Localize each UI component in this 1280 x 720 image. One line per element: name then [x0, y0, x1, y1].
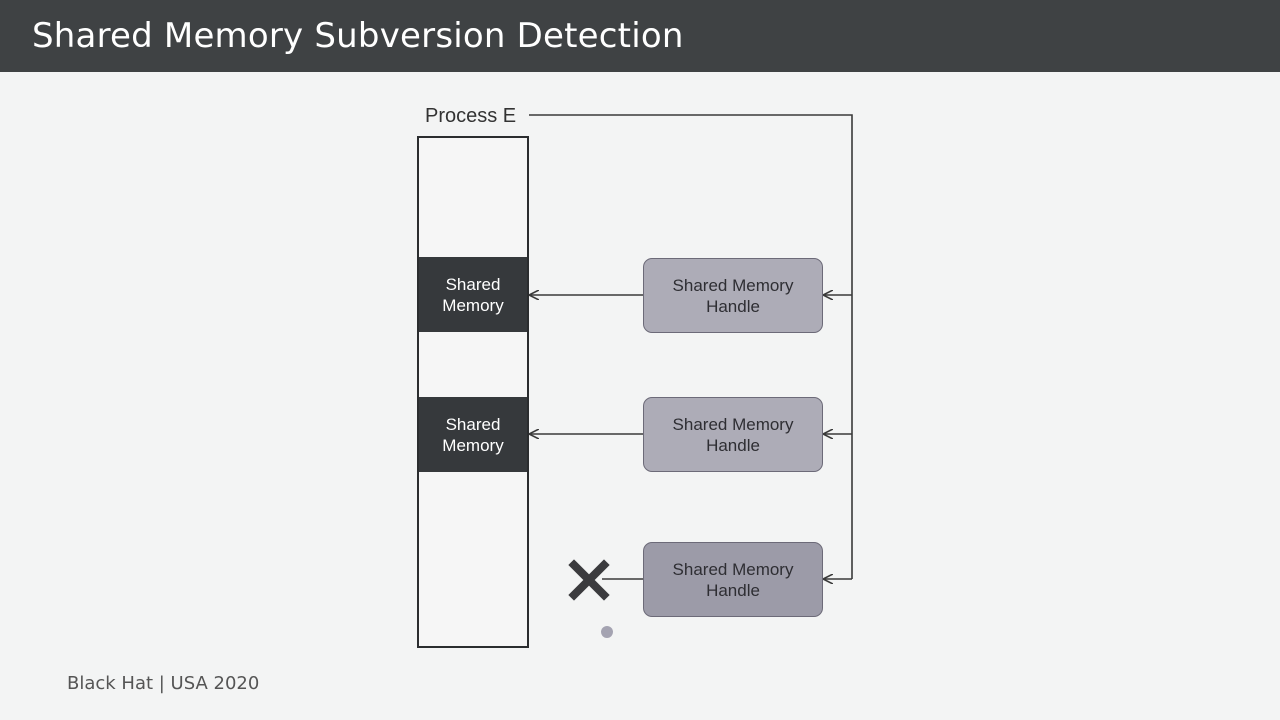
process-to-trunk-line: [529, 115, 852, 579]
page-title: Shared Memory Subversion Detection: [32, 16, 684, 56]
handle-label: Shared Memory Handle: [672, 275, 794, 316]
pointer-dot: [601, 626, 613, 638]
process-label: Process E: [425, 105, 517, 127]
unmapped-x-icon: [574, 565, 604, 595]
footer-text: Black Hat | USA 2020: [67, 673, 260, 694]
shared-memory-label: Shared Memory: [442, 414, 504, 455]
handle-label: Shared Memory Handle: [672, 559, 794, 600]
handle-label: Shared Memory Handle: [672, 414, 794, 455]
shared-memory-label: Shared Memory: [442, 274, 504, 315]
